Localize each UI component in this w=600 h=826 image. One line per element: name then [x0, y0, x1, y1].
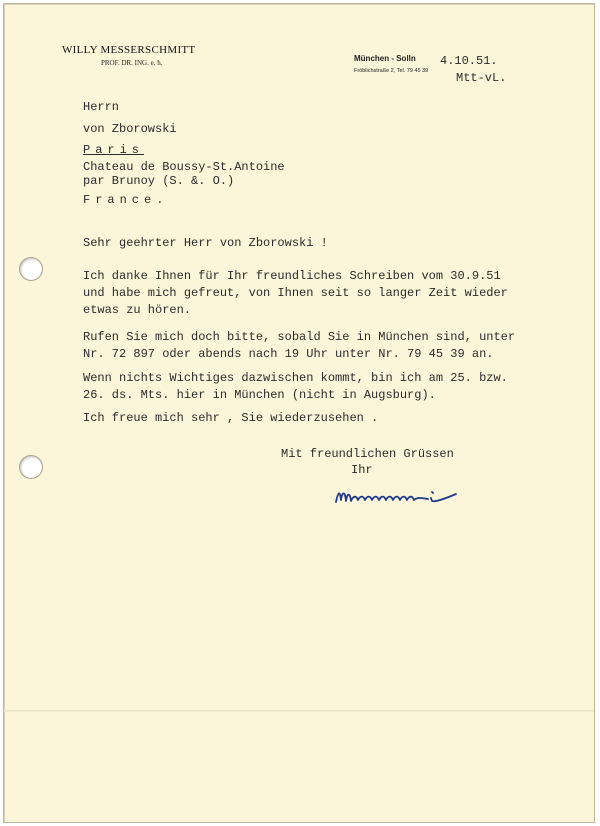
closing-phrase: Mit freundlichen Grüssen [281, 447, 454, 461]
punch-hole-upper [19, 257, 43, 281]
letter-date: 4.10.51. [440, 54, 498, 68]
body-paragraph-4 [83, 410, 543, 427]
paragraph-line: und habe mich gefreut, von Ihnen seit so langer Zeit wieder [83, 286, 508, 300]
letterhead-place: München - Solln [354, 54, 416, 63]
letterhead-name: WILLY MESSERSCHMITT [62, 44, 196, 56]
recipient-salutation-line: Herrn [83, 100, 120, 114]
letter-salutation: Sehr geehrter Herr von Zborowski ! [83, 236, 328, 250]
body-paragraph-2 [83, 329, 543, 363]
punch-hole-lower [19, 455, 43, 479]
letter-page [3, 3, 595, 823]
recipient-address-line2: par Brunoy (S. &. O.) [83, 174, 235, 188]
closing-ihr: Ihr [351, 463, 373, 477]
paper-fold [4, 710, 594, 712]
reference-code: Mtt-vL. [456, 71, 507, 85]
paragraph-line: Wenn nichts Wichtiges dazwischen kommt, bin ich am 25. bzw. [83, 371, 508, 385]
paragraph-line: Nr. 72 897 oder abends nach 19 Uhr unter Nr. 79 45 39 an. [83, 347, 494, 361]
body-paragraph-1 [83, 268, 543, 319]
paragraph-line: 26. ds. Mts. hier in München (nicht in Augsburg). [83, 388, 436, 402]
paragraph-line: Ich freue mich sehr , Sie wiederzusehen . [83, 411, 379, 425]
paragraph-line: etwas zu hören. [83, 303, 192, 317]
letterhead-title: PROF. DR. ING. e. h. [101, 59, 163, 67]
recipient-city: Paris [83, 143, 145, 157]
body-paragraph-3 [83, 370, 543, 404]
recipient-country: France. [83, 193, 169, 207]
recipient-name: von Zborowski [83, 122, 177, 136]
paragraph-line: Ich danke Ihnen für Ihr freundliches Schreiben vom 30.9.51 [83, 269, 501, 283]
letterhead-address: Fröblichstraße 2, Tel. 79 45 39 [354, 68, 429, 74]
paragraph-line: Rufen Sie mich doch bitte, sobald Sie in München sind, unter [83, 330, 516, 344]
recipient-address-line1: Chateau de Boussy-St.Antoine [83, 160, 285, 174]
handwritten-signature [332, 480, 472, 510]
